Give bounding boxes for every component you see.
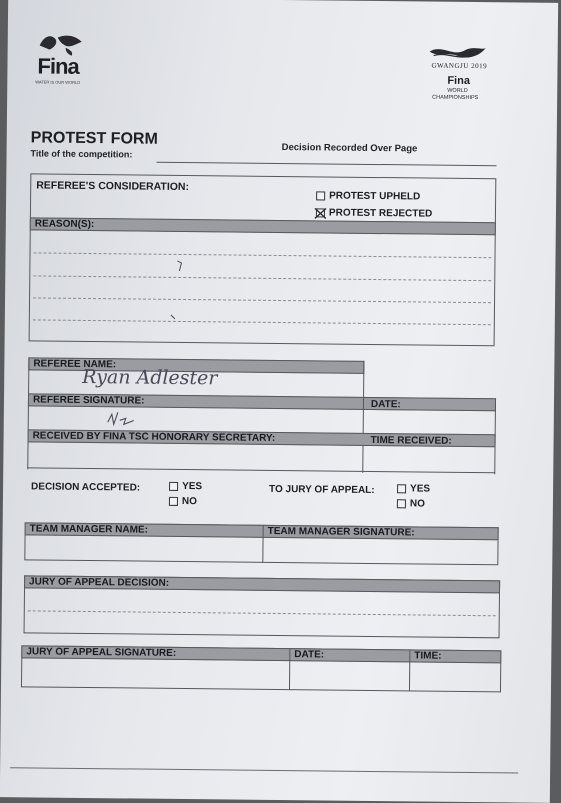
gwangju-wave-logo-icon [428,44,488,63]
referee-signature-label: REFEREE SIGNATURE: [32,394,145,407]
event-subtitle-2: CHAMPIONSHIPS [432,94,479,102]
jury-no-checkbox[interactable] [397,499,406,508]
name-right-border [363,361,364,397]
page-bottom-rule [10,767,518,773]
team-manager-signature-label: TEAM MANAGER SIGNATURE: [267,525,415,539]
form-title: PROTEST FORM [30,129,158,148]
decision-accepted-yes[interactable] [169,481,202,492]
decision-accepted-label: DECISION ACCEPTED: [31,481,141,494]
protest-rejected-label: PROTEST REJECTED [328,207,433,220]
team-manager-name-label: TEAM MANAGER NAME: [29,523,149,536]
competition-underline [156,162,496,167]
time-received-label: TIME RECEIVED: [370,434,452,447]
decision-accepted-no[interactable] [169,496,197,507]
jury-time-label: TIME: [414,650,442,662]
no-label: NO [181,495,197,508]
yes-label: YES [410,483,431,495]
competition-label: Title of the competition: [30,148,133,160]
section-left-border [27,357,29,469]
referee-consideration-label: REFEREE'S CONSIDERATION: [36,179,190,194]
referee-name-handwriting: Ryan Adlester [82,365,218,390]
fina-logo-text: Fina [37,53,79,79]
jury-yes-checkbox[interactable] [397,484,406,493]
pen-mark-icon [165,257,196,327]
protest-upheld-checkbox[interactable] [316,191,325,200]
protest-upheld-label: PROTEST UPHELD [329,190,421,203]
reasons-label: REASON(S): [34,218,95,231]
decision-yes-checkbox[interactable] [169,482,178,491]
to-jury-no[interactable] [397,498,425,509]
jury-signature-label: JURY OF APPEAL SIGNATURE: [26,646,177,659]
received-by-label: RECEIVED BY FINA TSC HONORARY SECRETARY: [32,430,276,444]
event-logo-text: GWANGJU 2019 [431,61,488,71]
fina-tagline: WATER IS OUR WORLD [35,79,81,85]
date-label: DATE: [370,398,401,411]
protest-rejected-option[interactable] [316,207,432,219]
event-subtitle-1: WORLD [447,87,468,94]
referee-name-label: REFEREE NAME: [33,358,117,371]
decision-note: Decision Recorded Over Page [281,142,418,155]
section-bottom-border [27,467,495,473]
check-x-mark-icon [314,207,327,219]
event-brand: Fina [447,74,471,87]
globe-logo-icon [36,31,86,56]
referee-signature-scribble [104,408,144,430]
to-jury-yes[interactable] [397,483,430,494]
protest-upheld-option[interactable] [316,190,420,202]
jury-decision-label: JURY OF APPEAL DECISION: [29,576,170,589]
jury-date-label: DATE: [294,649,325,661]
protest-rejected-checkbox[interactable] [316,208,325,217]
signature-band [28,393,496,411]
to-jury-label: TO JURY OF APPEAL: [269,483,375,497]
decision-no-checkbox[interactable] [169,497,178,506]
no-label: NO [409,498,425,510]
yes-label: YES [182,480,203,493]
